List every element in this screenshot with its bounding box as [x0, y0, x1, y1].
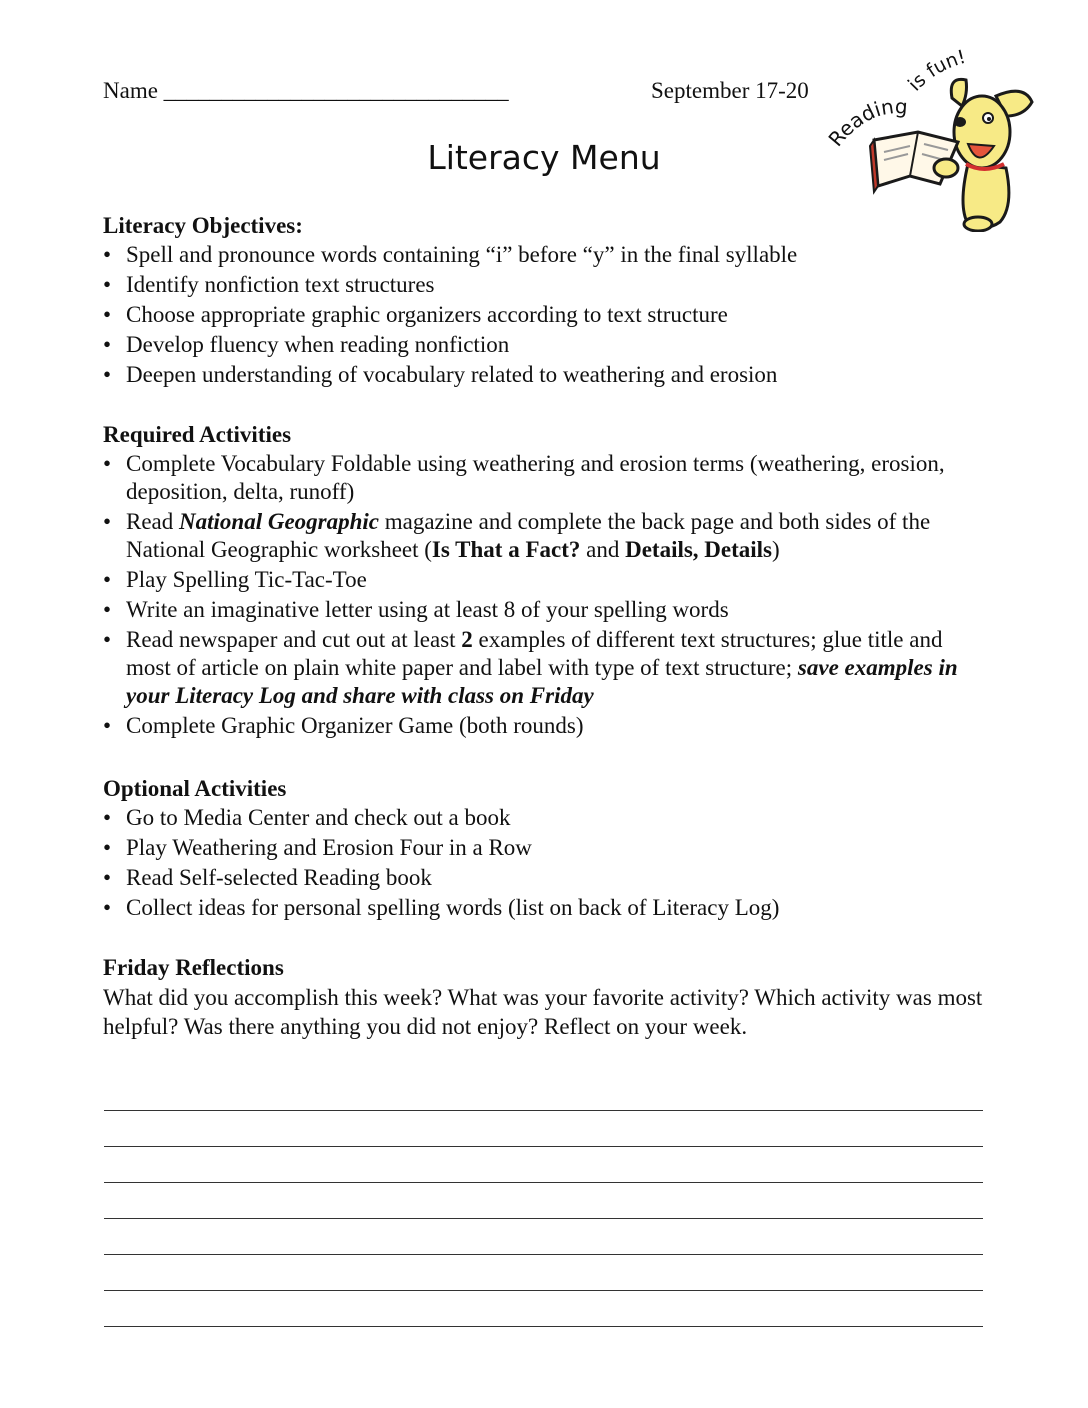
page-title: Literacy Menu — [427, 138, 661, 177]
optional-item: • Read Self-selected Reading book — [103, 864, 983, 892]
logo-isfun-text: is fun! — [903, 45, 969, 96]
required-item-newspaper: • Read newspaper and cut out at least 2 examples of different text structures; glue title and most of article on plain white paper and label with type of text structure; save examples in your Literacy Log and share with class on Friday — [103, 626, 983, 710]
writing-line[interactable] — [104, 1147, 983, 1183]
optional-list — [103, 804, 983, 922]
optional-section — [103, 774, 983, 924]
reflections-heading: Friday Reflections — [103, 955, 284, 980]
writing-line[interactable] — [104, 1255, 983, 1291]
optional-item: • Go to Media Center and check out a book — [103, 804, 983, 832]
example-count: 2 — [461, 627, 473, 652]
required-item-tic-tac-toe: • Play Spelling Tic-Tac-Toe — [103, 566, 983, 594]
required-list — [103, 450, 983, 740]
writing-line[interactable] — [104, 1111, 983, 1147]
optional-item: • Play Weathering and Erosion Four in a Row — [103, 834, 983, 862]
optional-heading: Optional Activities — [103, 776, 287, 801]
reflection-writing-lines[interactable] — [104, 1075, 983, 1327]
optional-item: • Collect ideas for personal spelling words (list on back of Literacy Log) — [103, 894, 983, 922]
required-item-national-geographic: • Read National Geographic magazine and complete the back page and both sides of the National Geographic worksheet (Is That a Fact? and Details, Details) — [103, 508, 983, 564]
save-instruction: save examples in your Literacy Log and share with class on Friday — [126, 655, 958, 708]
objective-item: • Identify nonfiction text structures — [103, 271, 983, 299]
writing-line[interactable] — [104, 1219, 983, 1255]
required-section — [103, 420, 983, 742]
name-label: Name — [103, 78, 158, 103]
required-heading: Required Activities — [103, 422, 292, 447]
required-item-letter: • Write an imaginative letter using at least 8 of your spelling words — [103, 596, 983, 624]
reflections-section — [103, 953, 983, 1041]
magazine-title: National Geographic — [179, 509, 379, 534]
objectives-section — [103, 211, 983, 391]
objectives-heading: Literacy Objectives: — [103, 213, 303, 238]
required-item-graphic-organizer: • Complete Graphic Organizer Game (both rounds) — [103, 712, 983, 740]
reading-dog-logo — [818, 36, 1038, 232]
objective-item: • Choose appropriate graphic organizers according to text structure — [103, 301, 983, 329]
date-range: September 17-20 — [651, 78, 809, 103]
name-field[interactable] — [103, 78, 509, 104]
reflections-prompt: What did you accomplish this week? What was your favorite activity? Which activity was most helpful? Was there anything you did not enjoy? Reflect on your week. — [103, 985, 983, 1039]
objective-item: • Deepen understanding of vocabulary related to weathering and erosion — [103, 361, 983, 389]
worksheet-title-1: Is That a Fact? — [431, 537, 581, 562]
worksheet-title-2: Details, Details — [625, 537, 773, 562]
required-item-foldable: • Complete Vocabulary Foldable using weathering and erosion terms (weathering, erosion, deposition, delta, runoff) — [103, 450, 983, 506]
writing-line[interactable] — [104, 1075, 983, 1111]
objectives-list — [103, 241, 983, 389]
name-blank: ______________________________ — [163, 78, 509, 103]
writing-line[interactable] — [104, 1183, 983, 1219]
writing-line[interactable] — [104, 1291, 983, 1327]
objective-item: • Develop fluency when reading nonfiction — [103, 331, 983, 359]
logo-reading-text: Reading — [823, 94, 909, 151]
objective-item: • Spell and pronounce words containing “i” before “y” in the final syllable — [103, 241, 983, 269]
